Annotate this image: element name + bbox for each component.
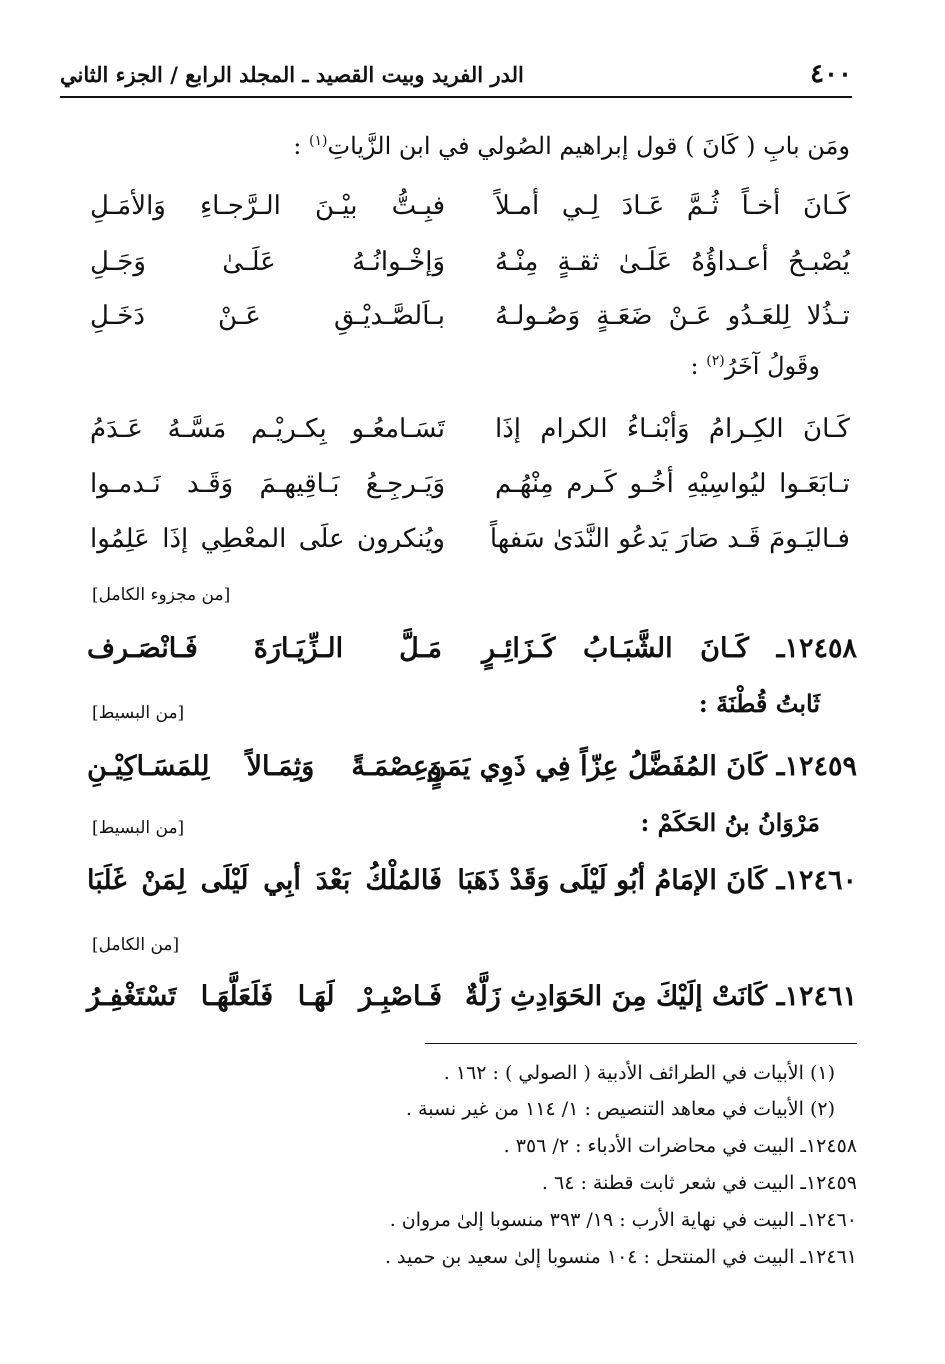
verse-number: ١٢٤٦٠ـ [776,864,857,896]
poem-2-verse [90,513,850,565]
hemistich-second: فَـاصْبِـرْ لَهَـا فَلَعَلَّهَـا تَسْتَغْفِـرُ [87,980,442,1012]
footnote-ref-1: (١) [309,133,328,149]
poet-name: مَرْوَانُ بنُ الحَكَمْ : [640,808,820,837]
verse-number: ١٢٤٥٩ـ [776,750,857,782]
hemistich-first: ١٢٤٦٠ـ كَانَ الإمَامُ أبُو لَيْلَى وَقَدْ ذَهَبَا [457,864,857,896]
footnote-ref-2: (٢) [706,353,725,369]
hemistich-first: ١٢٤٥٩ـ كَانَ المُفَضَّلُ عِزّاً فِي ذَوِي يَمَنٍ [426,750,857,782]
hemistich-second: وَإخْـوانُـهُ عَلَـىٰ وَجَـلِ [90,247,445,277]
hemistich-second: فَالمُلْكُ بَعْدَ أبِي لَيْلَى لِمَنْ غَلَبَا [87,864,442,896]
numbered-verse [87,622,857,674]
hemistich-second: وَعِصْمَـةً وَثِمَـالاً لِلمَسَـاكِيْـنِ [87,750,442,782]
poem-1-verse [90,180,850,232]
footnote: (٢) الأبيات في معاهد التنصيص : ١/ ١١٤ من غير نسبة . [405,1098,835,1120]
hemistich-second: فبِـتُّ بيْـنَ الـرَّجـاءِ وَالأمَـلِ [90,191,445,221]
numbered-verse [87,740,857,792]
footnote: (١) الأبيات في الطرائف الأدبية ( الصولي ) : ١٦٢ . [443,1062,835,1084]
hemistich-second: بـاَلصَّـديْـقِ عَـنْ دَخَـلِ [90,301,445,331]
footnote: ١٢٤٦١ـ البيت في المنتحل : ١٠٤ منسوبا إلىٰ سعيد بن حميد . [384,1246,857,1268]
meter-label: [من الكامل] [92,935,180,955]
footnote: ١٢٤٥٩ـ البيت في شعر ثابت قطنة : ٦٤ . [541,1172,857,1194]
meter-label: [من مجزوء الكامل] [92,585,231,605]
hemistich-second: تَسَـامعُـو بِكـريْـم مَسَّـهُ عَـدَمُ [90,414,445,444]
hemistich-second: مَـلَّ الـزِّيَـارَةَ فَـانْصَـرف [87,632,442,664]
page-header [60,52,852,98]
intro-line-2: وقَولُ آخَرُ$^{(٢)}$ : [690,352,820,380]
running-title: الدر الفريد وبيت القصيد ـ المجلد الرابع / الجزء الثاني [60,61,524,87]
poem-1-verse [90,236,850,288]
footnote-separator [425,1043,857,1044]
hemistich-first: تـذُلا لِلعَـدُو عَـنْ ضَعَـةٍ وَصُـولـهُ [495,301,850,331]
hemistich-first: ١٢٤٥٨ـ كَـانَ الشَّبَـابُ كَـزَائِـرٍ [482,632,857,664]
hemistich-first: تـابَعَـوا ليُواسِيْهِ أخُـو كَـرم مِنْهُـم [495,469,850,499]
hemistich-first: فـاليَـومَ قَـد صَارَ يَدعُو النَّدَىٰ سَفهاً [489,524,850,554]
meter-label: [من البسيط] [92,818,185,838]
poem-2-verse [90,458,850,510]
verse-number: ١٢٤٥٨ـ [776,632,857,664]
hemistich-second: ويُنكرون علَى المعْطِي إذَا عَلِمُوا [90,524,445,554]
hemistich-first: كَـانَ أخـاً ثُـمَّ عَـادَ لِـي أمـلاً [495,191,850,221]
numbered-verse [87,970,857,1022]
intro-line-1: ومَن بابِ ( كَانَ ) قول إبراهيم الصُولي في ابن الزَّياتِ$^{(١)}$ : [293,132,850,160]
hemistich-first: يُصْبـحُ أعـداؤُهُ عَلَـىٰ ثقـةٍ مِنْـهُ [495,247,850,277]
poet-name: ثَابتُ قُطْنَةَ : [698,689,820,718]
hemistich-first: كَـانَ الكِـرامُ وَأبْنـاءُ الكرام إذَا [495,414,850,444]
hemistich-first: ١٢٤٦١ـ كَانَتْ إلَيْكَ مِنَ الحَوَادِثِ زَلَّةٌ [465,980,857,1012]
verse-number: ١٢٤٦١ـ [776,980,857,1012]
numbered-verse [87,854,857,906]
hemistich-second: وَيَـرجِـعُ بَـاقِيهـمَ وَقَـد نَـدمـوا [90,469,445,499]
page-number: ٤٠٠ [810,59,852,89]
footnote: ١٢٤٥٨ـ البيت في محاضرات الأدباء : ٢/ ٣٥٦ . [503,1135,857,1157]
poem-2-verse [90,403,850,455]
poem-1-verse [90,290,850,342]
meter-label: [من البسيط] [92,703,185,723]
footnote: ١٢٤٦٠ـ البيت في نهاية الأرب : ١٩/ ٣٩٣ منسوبا إلىٰ مروان . [389,1209,857,1231]
